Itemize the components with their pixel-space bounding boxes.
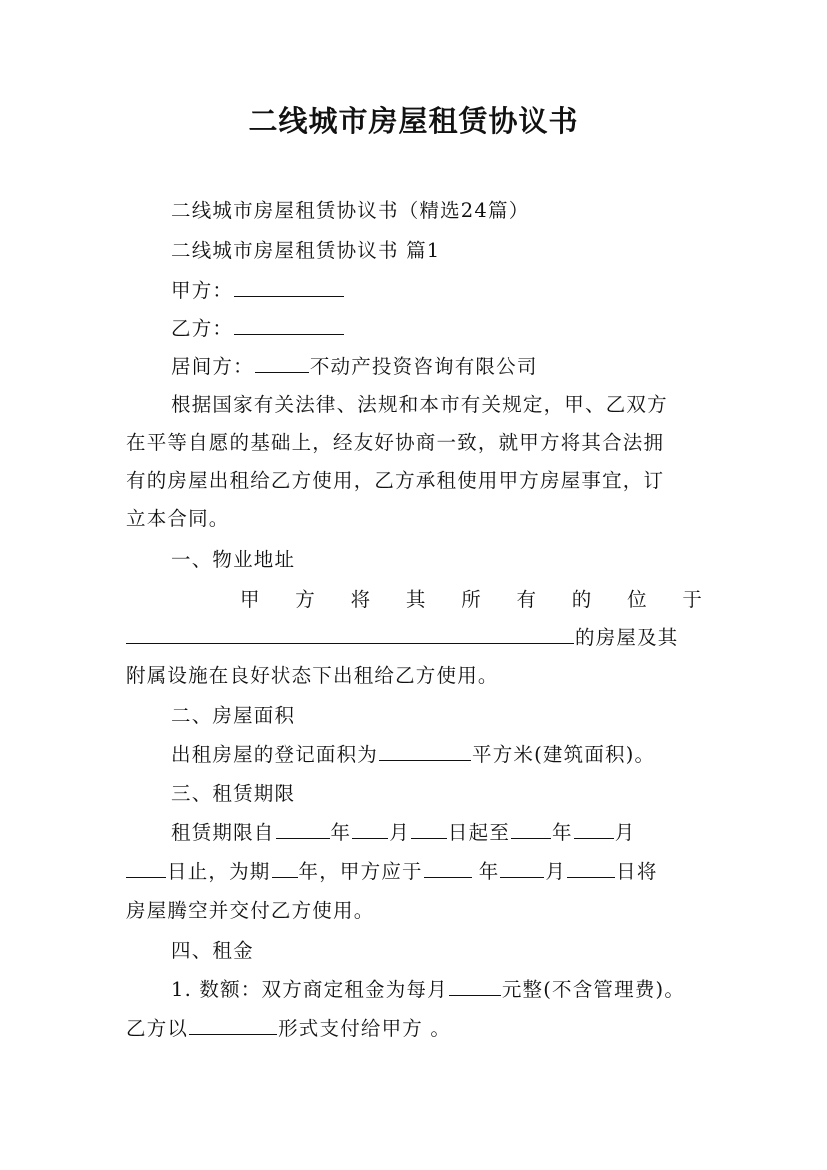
section-4-line-2 xyxy=(126,1014,451,1044)
section-2-area-line xyxy=(171,740,655,770)
broker-label: 居间方： xyxy=(171,355,254,378)
area-suffix: 平方米(建筑面积)。 xyxy=(472,743,656,766)
intro-line-2: 在平等自愿的基础上，经友好协商一致，就甲方将其合法拥 xyxy=(126,431,665,454)
area-label: 出租房屋的登记面积为 xyxy=(171,743,379,766)
section-2-heading: 二、房屋面积 xyxy=(171,704,296,727)
section-4-heading: 四、租金 xyxy=(171,939,254,962)
section-3-heading: 三、租赁期限 xyxy=(171,782,296,805)
year-label: 年 xyxy=(330,821,352,844)
rent-amount-suffix: 元整(不含管理费)。 xyxy=(501,978,686,1001)
s1-char: 有 xyxy=(516,588,536,611)
period-label: 日止，为期 xyxy=(167,860,271,883)
handover-day-blank xyxy=(567,857,615,878)
s1-char: 的 xyxy=(571,588,592,611)
s1-char: 方 xyxy=(295,588,315,611)
intro-line-3: 有的房屋出租给乙方使用，乙方承租使用甲方房屋事宜，订 xyxy=(126,469,665,492)
party-a-line xyxy=(171,276,345,306)
month-label: 月 xyxy=(614,821,636,844)
s1-char: 于 xyxy=(682,588,702,611)
handover-label: 年，甲方应于 xyxy=(298,860,423,883)
subtitle: 二线城市房屋租赁协议书（精选24篇） xyxy=(171,199,530,222)
payment-method-suffix: 形式支付给甲方 。 xyxy=(278,1017,452,1040)
start-month-blank xyxy=(352,818,388,839)
area-blank xyxy=(379,740,471,761)
year-label: 年 xyxy=(552,821,573,844)
section-3-line-1 xyxy=(171,818,635,848)
broker-line xyxy=(171,352,538,382)
day-to-label: 日起至 xyxy=(447,821,511,844)
rent-amount-blank xyxy=(449,975,501,996)
broker-company: 不动产投资咨询有限公司 xyxy=(309,355,538,378)
section-4-line-1 xyxy=(171,975,685,1005)
s1-char: 其 xyxy=(405,588,426,611)
month-label: 月 xyxy=(545,860,567,883)
broker-blank xyxy=(255,352,309,373)
s1-char: 将 xyxy=(350,588,371,611)
handover-month-blank xyxy=(500,857,544,878)
end-month-blank xyxy=(574,818,614,839)
address-blank xyxy=(126,623,574,644)
section-3-line-2 xyxy=(126,857,658,887)
party-a-label: 甲方： xyxy=(171,279,234,302)
address-suffix: 的房屋及其 xyxy=(575,626,679,649)
year-label: 年 xyxy=(478,860,500,883)
s1-char: 甲 xyxy=(240,588,260,611)
document-title: 二线城市房屋租赁协议书 xyxy=(248,104,579,138)
s1-char: 所 xyxy=(461,588,481,611)
start-year-blank xyxy=(276,818,330,839)
payment-method-blank xyxy=(189,1014,277,1035)
payment-method-label: 乙方以 xyxy=(126,1017,189,1040)
end-day-blank xyxy=(126,857,166,878)
section-1-spread-line xyxy=(240,585,702,615)
intro-line-1: 根据国家有关法律、法规和本市有关规定，甲、乙双方 xyxy=(171,393,668,416)
section-3-line-3: 房屋腾空并交付乙方使用。 xyxy=(126,899,375,922)
start-day-blank xyxy=(411,818,447,839)
day-label: 日将 xyxy=(616,860,658,883)
party-b-line xyxy=(171,314,345,344)
section-1-address-line xyxy=(126,623,679,653)
rent-amount-label: 1. 数额：双方商定租金为每月 xyxy=(171,978,448,1001)
intro-line-4: 立本合同。 xyxy=(126,507,230,530)
section-heading: 二线城市房屋租赁协议书 篇1 xyxy=(171,239,441,262)
lease-from-label: 租赁期限自 xyxy=(171,821,275,844)
party-a-blank xyxy=(234,276,344,297)
period-years-blank xyxy=(272,857,298,878)
month-label: 月 xyxy=(389,821,410,844)
handover-year-blank xyxy=(424,857,472,878)
section-1-heading: 一、物业地址 xyxy=(171,548,296,571)
party-b-label: 乙方： xyxy=(171,317,234,340)
party-b-blank xyxy=(234,314,344,335)
section-1-line-3: 附属设施在良好状态下出租给乙方使用。 xyxy=(126,664,499,687)
s1-char: 位 xyxy=(627,588,647,611)
end-year-blank xyxy=(511,818,551,839)
